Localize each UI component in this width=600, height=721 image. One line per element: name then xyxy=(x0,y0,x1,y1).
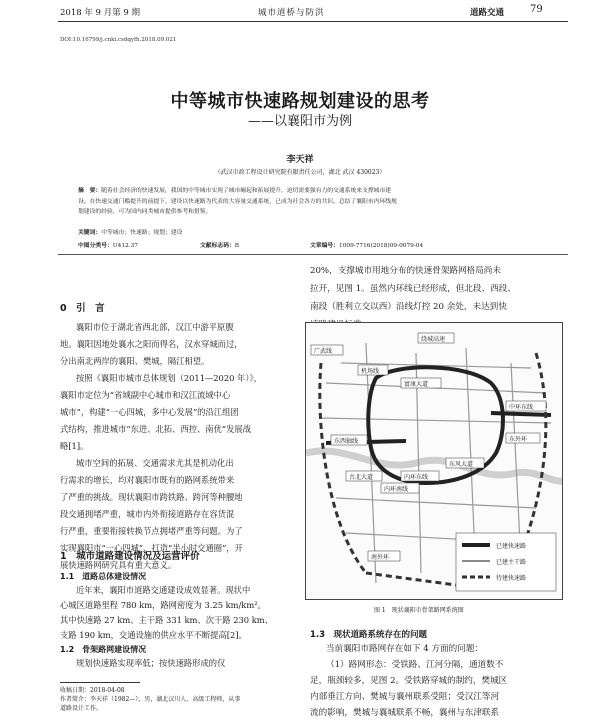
text-line: 了严重的挑战。现状襄阳市跨铁路、跨河等种腰地 xyxy=(60,492,243,502)
author: 李天祥 xyxy=(286,155,314,165)
section11-body xyxy=(60,583,292,643)
text-line: 式结构，推进城市“东进、北拓、西控、南优”发展战 xyxy=(60,424,252,434)
abstract-text-3: 划建设的经验，可为国内同类城市提供参考和借鉴。 xyxy=(78,209,212,215)
text-line: 行严重，重要衔接转换节点拥堵严重等问题。为了 xyxy=(60,526,243,536)
article-no-value: 1009-7716(2018)09-0079-04 xyxy=(339,243,424,249)
affiliation: （武汉市政工程设计研究院有限责任公司，湖北 武汉 430023） xyxy=(214,169,386,176)
text-line: 南段（胜利立交以西）沿线灯控 20 余处，未达到快 xyxy=(310,302,507,312)
text-line: 襄阳市定位为“省域副中心城市和汉江流域中心 xyxy=(60,390,231,400)
label-guzhou: 古北大道 xyxy=(349,474,374,481)
text-line: 略[1]。 xyxy=(60,441,89,451)
text-line: 其中快速路 27 km、主干路 331 km、次干路 230 km、 xyxy=(60,615,273,625)
section13-body xyxy=(310,641,566,721)
text-line: （1）路网形态：受铁路、江河分隔，通道数不 xyxy=(326,660,504,670)
label-dongwaihuan: 东外环 xyxy=(509,436,528,443)
doc-code-label: 文献标志码： xyxy=(200,243,235,249)
map-legend xyxy=(456,533,556,591)
text-line: 分出南北两岸的襄阳、樊城，隔江相望。 xyxy=(60,356,210,366)
label-guangwu: 广武线 xyxy=(314,348,333,355)
legend-item-2: 已建主干路 xyxy=(496,559,527,566)
text-line: 心城区道路里程 780 km，路网密度为 3.25 km/km²。 xyxy=(60,600,266,610)
abstract-text-1: 随着社会经济的快速发展，我国的中等城市实现了城市崛起和拓展提升，迫切需要强有力的交通系统来支撑城市建 xyxy=(101,188,392,194)
text-line: 拉开，见图 1。虽然内环线已经形成，但北段、西段、 xyxy=(310,284,516,294)
doi: DOI:10.16799/j.cnki.csdqyfh.2018.09.021 xyxy=(60,37,177,43)
legend-item-3: 待建快速路 xyxy=(496,575,527,582)
text-line: 城市空间的拓展、交通需求尤其是机动化出 xyxy=(76,458,234,468)
road-network-map xyxy=(305,322,563,600)
footnote-rule xyxy=(60,682,140,683)
section0-heading: 0 引 言 xyxy=(60,303,105,314)
doc-code-value: B xyxy=(234,243,240,249)
keywords-label: 关键词： xyxy=(78,230,102,236)
figure-caption: 图 1 现状襄阳市骨架路网系统图 xyxy=(374,607,464,614)
label-zhonghuan: 中环东线 xyxy=(509,404,534,411)
section-label: 道路交通 xyxy=(470,8,505,18)
section12-body: 规划快速路实现率低；按快速路形成的仅 xyxy=(76,658,226,668)
page-title: 中等城市快速路规划建设的思考 xyxy=(170,91,430,112)
abstract xyxy=(78,186,541,218)
label-nanwaihuan: 南外环 xyxy=(371,554,390,561)
footnote xyxy=(60,686,290,713)
clc-value: U412.37 xyxy=(112,243,138,249)
legend-item-1: 已建快速路 xyxy=(496,543,527,550)
footnote-received: 收稿日期：2018-04-08 xyxy=(60,687,125,694)
journal-name: 城市道桥与防洪 xyxy=(258,8,325,18)
text-line: 行需求的增长，均对襄阳市既有的路网系统带来 xyxy=(60,475,235,485)
text-line: 襄阳市位于湖北省西北部，汉江中游平原腹 xyxy=(76,322,234,332)
clc xyxy=(78,240,138,249)
section13-heading: 1.3 现状道路系统存在的问题 xyxy=(310,630,428,640)
text-line: 近年来，襄阳市道路交通建设成效显著。现状中 xyxy=(76,585,251,595)
text-line: 段交通拥堵严重，城市内外衔接道路存在容货混 xyxy=(60,509,235,519)
text-line: 支路 190 km，交通设施的供应水平不断提高[2]。 xyxy=(60,630,247,640)
text-line: 足，瓶颈较多，见图 2。受铁路穿城的制约，樊城区 xyxy=(310,676,508,686)
map-svg xyxy=(306,323,563,600)
section1-heading: 1 城市道路建设情况及运营评价 xyxy=(60,551,200,562)
text-line: 内部垂江方向、樊城与襄州联系受阻；受汉江等河 xyxy=(310,692,500,702)
section12-heading: 1.2 骨架路网建设情况 xyxy=(60,645,147,654)
text-line: 展快速路网研究具有重大意义。 xyxy=(60,560,177,570)
keywords xyxy=(78,227,182,236)
label-jichang: 机场线 xyxy=(361,368,380,375)
label-fudong: 富康大道 xyxy=(404,381,429,388)
text-line: 地。襄阳因地处襄水之阳而得名，汉水穿城而过， xyxy=(60,339,243,349)
clc-label: 中图分类号： xyxy=(78,243,113,249)
section0-body xyxy=(60,319,292,574)
label-neihuan-nan: 内环南线 xyxy=(384,486,409,493)
keywords-text: 中等城市；快速路；规划；建设 xyxy=(101,230,183,236)
text-line: 城市”，构建“一心四城，多中心发展”的沿江组团 xyxy=(60,407,239,417)
section11-heading: 1.1 道路总体建设情况 xyxy=(60,572,147,581)
abstract-rule xyxy=(58,254,568,255)
label-neihuan-dong: 内环东线 xyxy=(404,474,429,481)
text-line: 当前襄阳市路网存在如下 4 方面的问题： xyxy=(326,644,484,654)
footnote-author-2: 道路设计工作。 xyxy=(60,705,103,712)
label-dongxi: 东西轴线 xyxy=(334,438,359,445)
label-top: 绕城高速 xyxy=(421,336,446,343)
abstract-text-2: 设。在快速交通门槛提升的前提下，建设以快速路为代表的大容量交通系统，已成为社会各方的共识。总结了襄阳市内环线规 xyxy=(78,198,397,205)
page-subtitle: ——以襄阳市为例 xyxy=(247,114,352,129)
text-line: 20%，支撑城市用地分布的快速骨架路网格局尚未 xyxy=(310,266,501,276)
header-rule xyxy=(58,21,568,22)
doc-code xyxy=(200,240,239,249)
page-number: 79 xyxy=(530,4,543,15)
issue-label: 2018 年 9 月第 9 期 xyxy=(60,8,140,18)
text-line: 实现襄阳市“一心四城”、打造“半小时交通圈”，开 xyxy=(60,543,243,553)
article-no-label: 文章编号： xyxy=(310,243,339,249)
article-no xyxy=(310,240,423,249)
label-zhenhua: 东风大道 xyxy=(449,461,474,468)
footnote-author-1: 作者简介：李天祥（1982—），男，湖北汉川人，高级工程师，从事 xyxy=(60,696,241,703)
abstract-label: 摘 要： xyxy=(78,188,102,194)
text-line: 按照《襄阳市城市总体规划（2011—2020 年）》， xyxy=(76,373,262,383)
text-line: 流的影响，樊城与襄城联系不畅，襄州与东津联系 xyxy=(310,708,500,718)
